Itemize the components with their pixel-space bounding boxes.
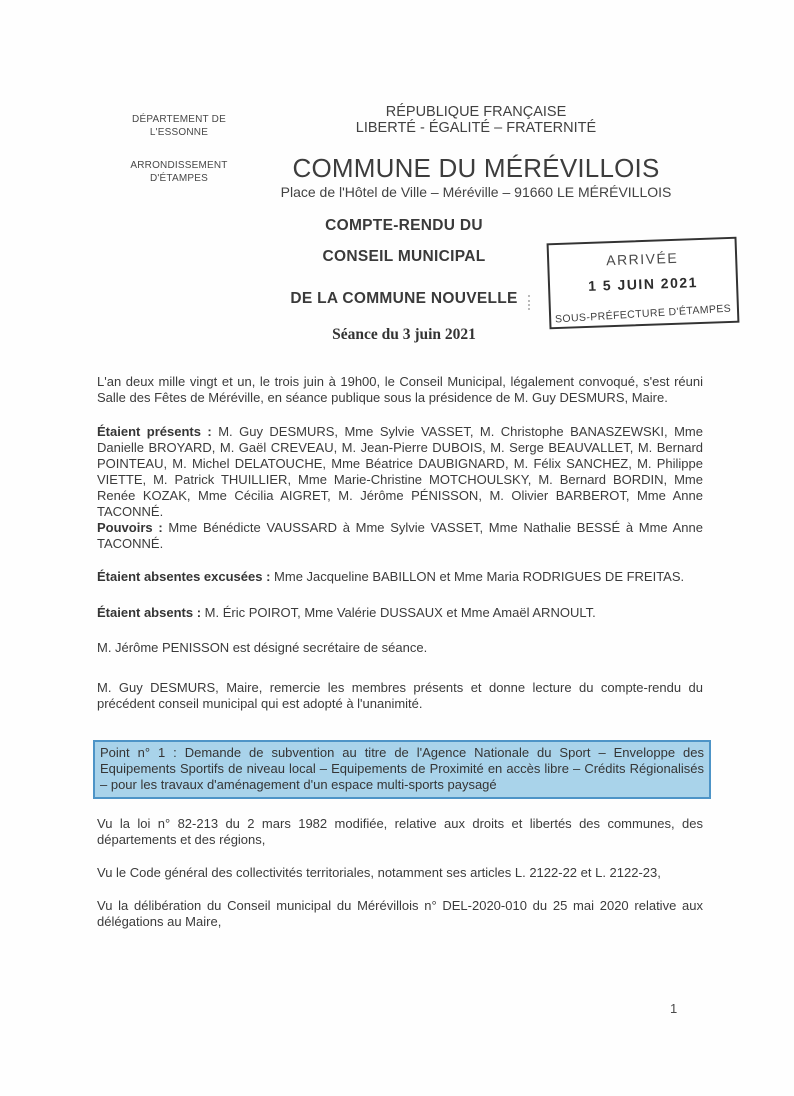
pouvoirs-label: Pouvoirs : — [97, 520, 163, 535]
stamp-date: 1 5 JUIN 2021 — [587, 274, 699, 294]
paragraph-vu-deliberation: Vu la délibération du Conseil municipal du Mérévillois n° DEL-2020-010 du 25 mai 2020 relative aux délégations au Maire, — [97, 898, 703, 929]
header-arrondissement — [116, 160, 242, 185]
doc-title-line-2: CONSEIL MUNICIPAL — [322, 248, 486, 265]
paragraph-pouvoirs — [97, 520, 703, 552]
absents-text: M. Éric POIROT, Mme Valérie DUSSAUX et Mme Amaël ARNOULT. — [204, 605, 596, 620]
presents-text: M. Guy DESMURS, Mme Sylvie VASSET, M. Christophe BANASZEWSKI, Mme Danielle BROYARD, M. Gaël CREVEAU, M. Jean-Pierre DUBOIS, M. Serge BEAUVALLET, M. Bernard POINTEAU, M. Michel DELATOUCHE, Mme Béatrice DAUBIGNARD, M. Félix SANCHEZ, M. Philippe VIETTE, M. Patrick THUILLIER, Mme Marie-Christine MOTCHOULSKY, M. Bernard BORDIN, Mme Renée KOZAK, Mme Cécilia AIGRET, M. Jérôme PÉNISSON, M. Olivier BARBEROT, Mme Anne TACONNÉ. — [97, 424, 703, 519]
scan-artifact — [528, 295, 530, 310]
paragraph-vu-loi: Vu la loi n° 82-213 du 2 mars 1982 modifiée, relative aux droits et libertés des communes, des départements et des régions, — [97, 816, 703, 847]
paragraph-vu-code: Vu le Code général des collectivités territoriales, notamment ses articles L. 2122-22 et L. 2122-23, — [97, 865, 661, 880]
absentes-label: Étaient absentes excusées : — [97, 569, 271, 584]
absentes-text: Mme Jacqueline BABILLON et Mme Maria RODRIGUES DE FREITAS. — [274, 569, 685, 584]
paragraph-absents — [97, 605, 703, 621]
paragraph-presents — [97, 424, 703, 520]
seance-date: Séance du 3 juin 2021 — [332, 326, 476, 343]
commune-title: COMMUNE DU MÉRÉVILLOIS — [292, 153, 660, 183]
absents-label: Étaient absents : — [97, 605, 202, 620]
paragraph-intro: L'an deux mille vingt et un, le trois juin à 19h00, le Conseil Municipal, légalement convoqué, s'est réuni Salle des Fêtes de Méréville, en séance publique sous la présidence de M. Guy DESMURS, Maire. — [97, 374, 703, 405]
arrival-stamp — [547, 237, 740, 330]
paragraph-absentes-excusees — [97, 569, 703, 585]
header-center — [230, 104, 722, 200]
stamp-arrivee-label: ARRIVÉE — [605, 249, 679, 269]
header-motto: LIBERTÉ - ÉGALITÉ – FRATERNITÉ — [355, 120, 597, 136]
page-number: 1 — [670, 1001, 678, 1016]
header-department-line2: L'ESSONNE — [149, 126, 209, 138]
doc-title-line-3: DE LA COMMUNE NOUVELLE — [290, 290, 518, 307]
header-department — [116, 114, 242, 139]
doc-title-line-1: COMPTE-RENDU DU — [325, 217, 483, 234]
presents-label: Étaient présents : — [97, 424, 212, 439]
stamp-prefecture-label: SOUS-PRÉFECTURE D'ÉTAMPES — [554, 302, 732, 326]
header-arrondissement-line1: ARRONDISSEMENT — [130, 160, 228, 171]
commune-address: Place de l'Hôtel de Ville – Méréville – 91660 LE MÉRÉVILLOIS — [280, 184, 672, 200]
header-department-line1: DÉPARTEMENT DE — [132, 114, 226, 125]
header-republic: RÉPUBLIQUE FRANÇAISE — [385, 104, 567, 120]
point-1-heading: Point n° 1 : Demande de subvention au titre de l'Agence Nationale du Sport – Enveloppe des Equipements Sportifs de niveau local – Equipements de Proximité en accès libre – Crédits Régionalisés – pour les travaux d'aménagement d'un espace multi-sports paysagé — [93, 740, 711, 799]
header-arrondissement-line2: D'ÉTAMPES — [150, 172, 208, 184]
paragraph-secretaire: M. Jérôme PENISSON est désigné secrétaire de séance. — [97, 640, 428, 655]
paragraph-remerciement: M. Guy DESMURS, Maire, remercie les membres présents et donne lecture du compte-rendu du précédent conseil municipal qui est adopté à l'unanimité. — [97, 680, 703, 711]
document-body — [97, 374, 703, 948]
pouvoirs-text: Mme Bénédicte VAUSSARD à Mme Sylvie VASSET, Mme Nathalie BESSÉ à Mme Anne TACONNÉ. — [97, 520, 703, 551]
